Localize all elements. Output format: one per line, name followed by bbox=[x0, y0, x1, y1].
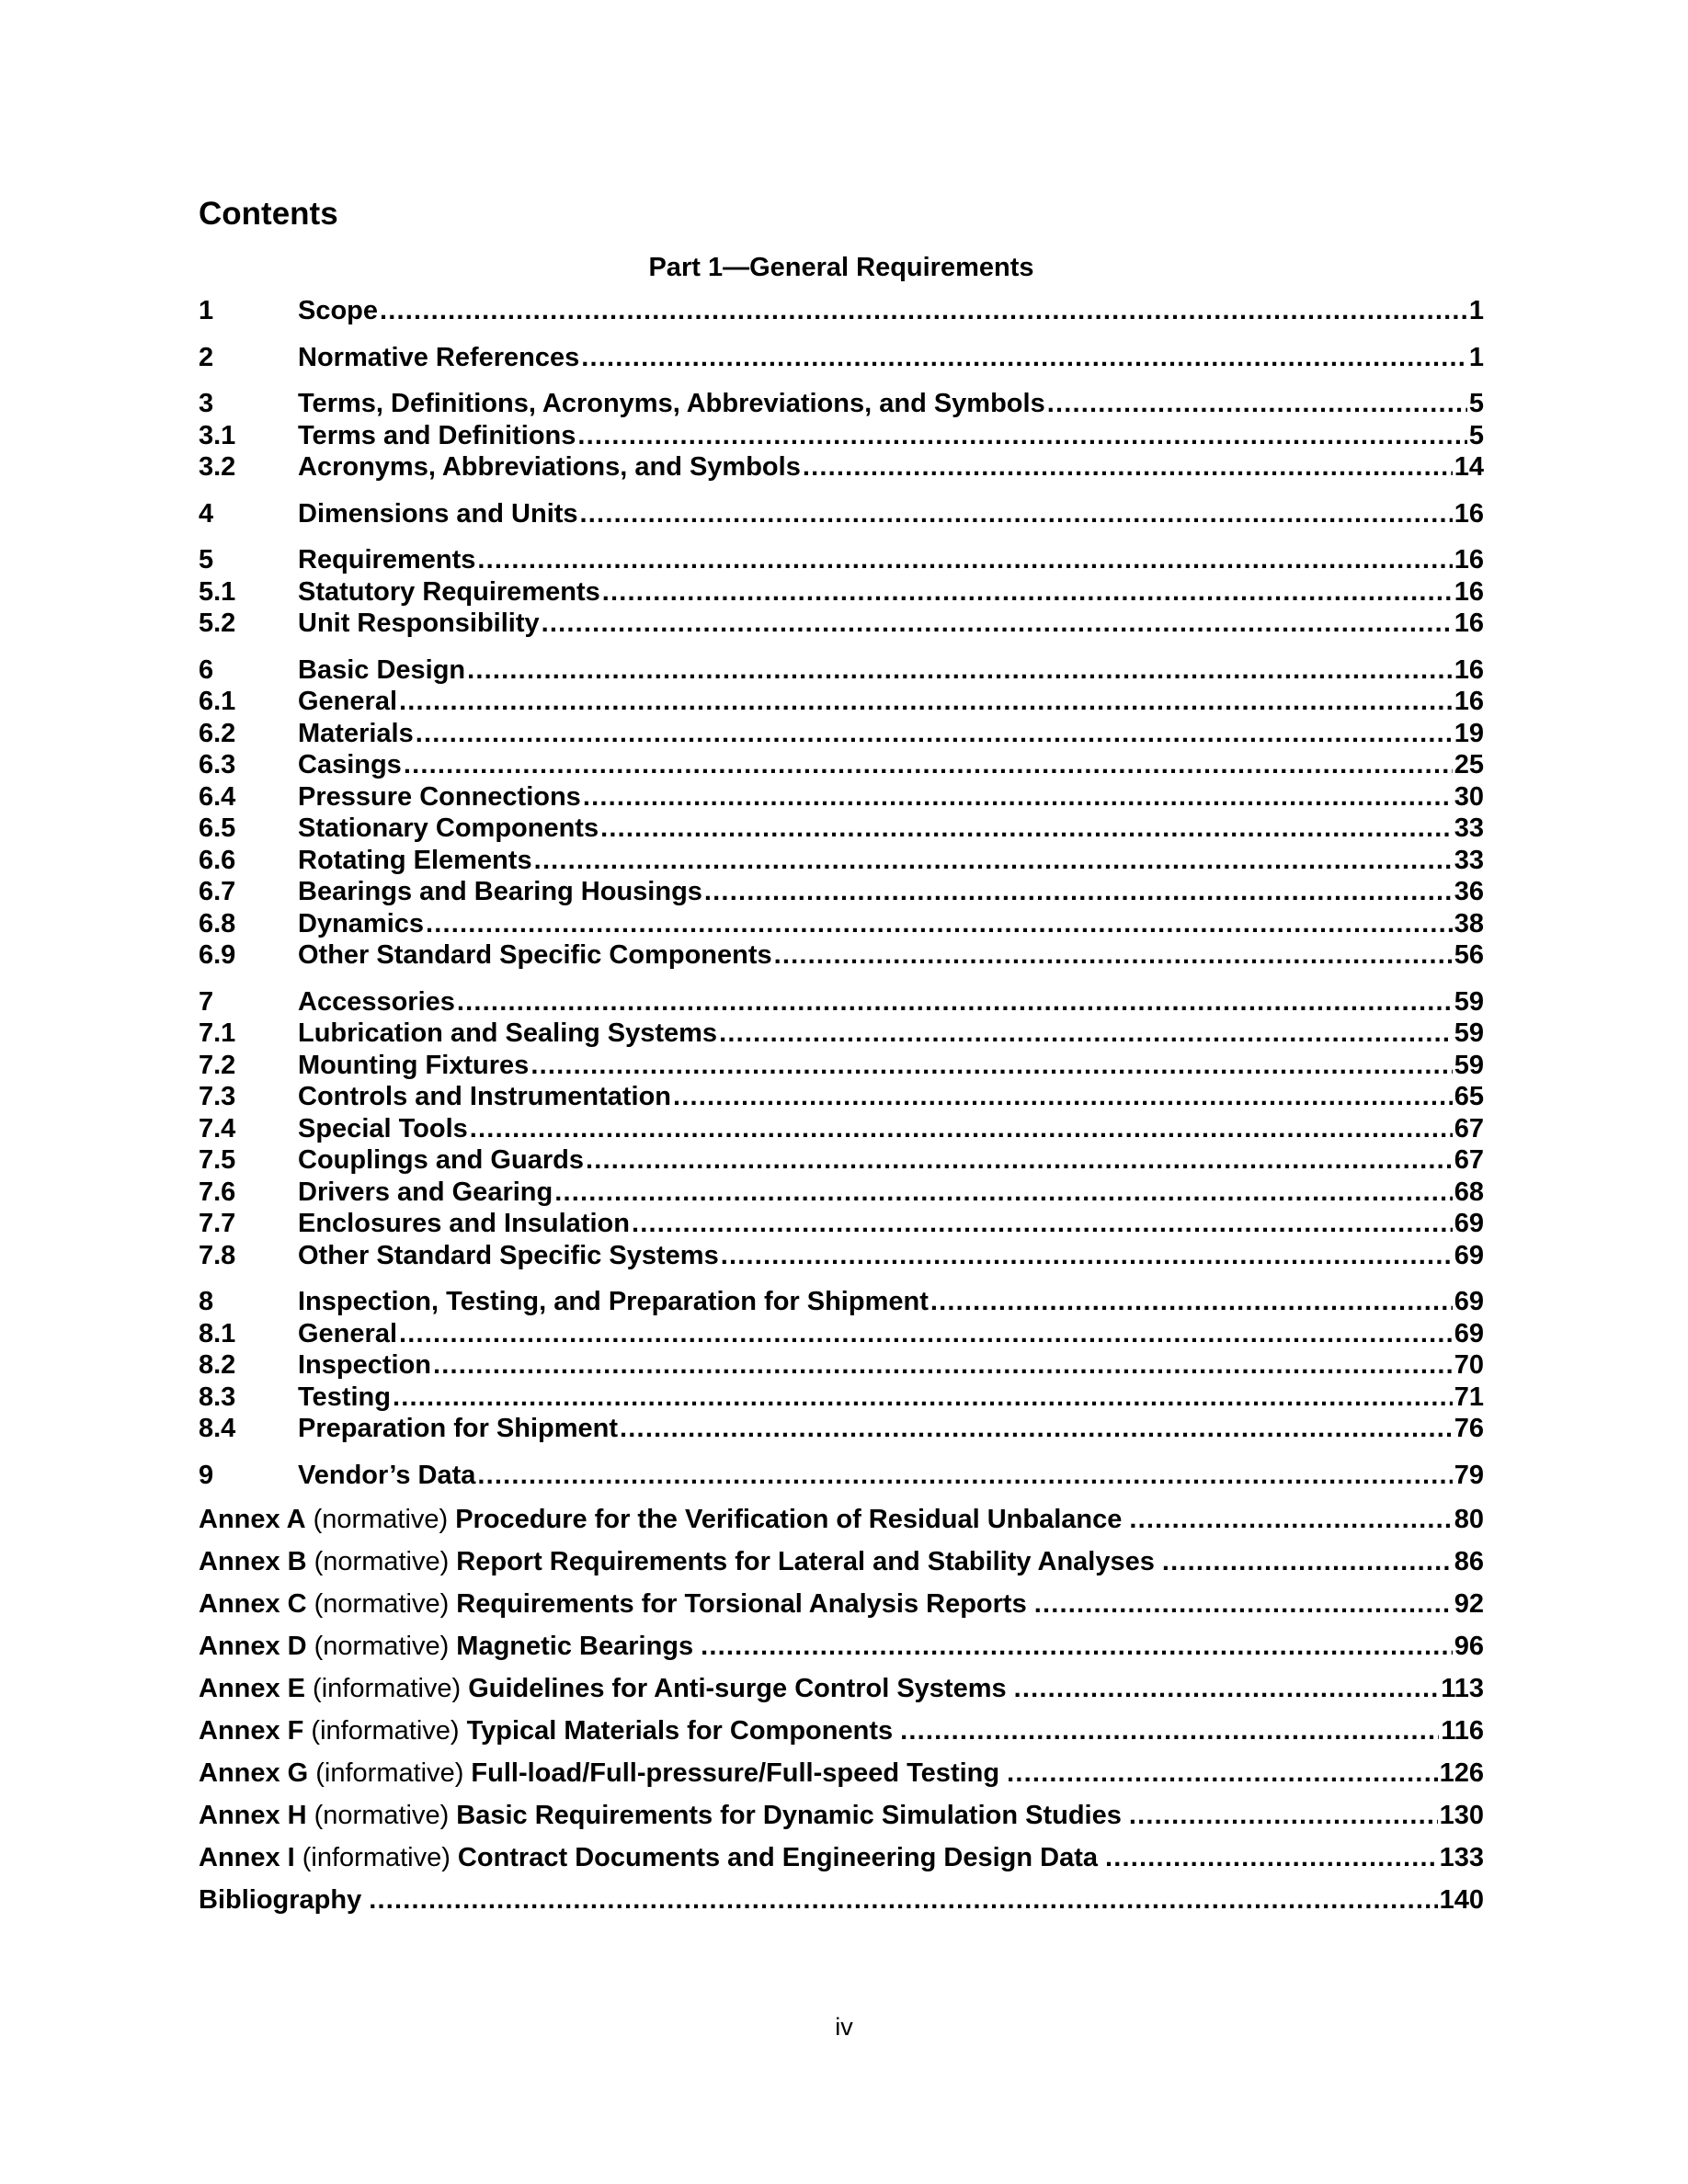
section-title[interactable]: Statutory Requirements bbox=[298, 576, 600, 607]
dot-leader bbox=[404, 750, 1453, 780]
dot-leader bbox=[369, 1885, 1437, 1916]
toc-section-group bbox=[199, 1461, 1484, 1493]
section-number: 5.2 bbox=[199, 609, 236, 638]
page-number: 16 bbox=[1454, 654, 1484, 685]
annex-entry[interactable] bbox=[199, 1843, 1484, 1885]
annex-label[interactable]: Annex G bbox=[199, 1758, 309, 1788]
toc-section-group bbox=[199, 545, 1484, 641]
annex-entry[interactable] bbox=[199, 1505, 1484, 1547]
page-number: 69 bbox=[1454, 1240, 1484, 1270]
page-number: 59 bbox=[1454, 1050, 1484, 1080]
section-title[interactable]: Acronyms, Abbreviations, and Symbols bbox=[298, 452, 801, 482]
toc-section-group bbox=[199, 499, 1484, 531]
annex-type: (informative) bbox=[313, 1674, 462, 1703]
annex-title[interactable]: Basic Requirements for Dynamic Simulation Studies bbox=[456, 1801, 1122, 1830]
page-number: 140 bbox=[1439, 1885, 1484, 1915]
annex-label[interactable]: Annex A bbox=[199, 1505, 306, 1534]
dot-leader bbox=[1047, 389, 1467, 419]
section-number: 6.6 bbox=[199, 845, 236, 875]
section-number: 5.1 bbox=[199, 576, 236, 607]
toc-entry[interactable] bbox=[199, 1319, 1484, 1351]
dot-leader bbox=[470, 1114, 1453, 1144]
toc-entry[interactable] bbox=[199, 940, 1484, 973]
toc-entry[interactable] bbox=[199, 655, 1484, 688]
annex-label[interactable]: Annex B bbox=[199, 1547, 307, 1576]
section-title[interactable]: Pressure Connections bbox=[298, 781, 581, 812]
annex-entry[interactable] bbox=[199, 1716, 1484, 1758]
page-number: 79 bbox=[1454, 1460, 1484, 1490]
toc-entry[interactable] bbox=[199, 1145, 1484, 1177]
dot-leader bbox=[399, 687, 1453, 717]
dot-leader bbox=[577, 421, 1466, 451]
dot-leader bbox=[774, 940, 1453, 971]
annex-type: (normative) bbox=[313, 1505, 449, 1534]
section-number: 6 bbox=[199, 654, 214, 685]
section-title[interactable]: Terms and Definitions bbox=[298, 420, 576, 450]
page-number: 86 bbox=[1454, 1547, 1484, 1576]
page-number: 116 bbox=[1441, 1716, 1484, 1746]
dot-leader bbox=[1014, 1674, 1440, 1704]
toc-entry[interactable] bbox=[199, 813, 1484, 846]
annex-type: (normative) bbox=[314, 1632, 450, 1661]
section-number: 7.5 bbox=[199, 1145, 236, 1175]
part-title: Part 1—General Requirements bbox=[648, 253, 1034, 282]
section-title[interactable]: Lubrication and Sealing Systems bbox=[298, 1018, 718, 1048]
toc-section-group bbox=[199, 343, 1484, 375]
page-number: 16 bbox=[1454, 687, 1484, 716]
section-number: 7.8 bbox=[199, 1240, 236, 1270]
dot-leader bbox=[586, 1145, 1453, 1176]
dot-leader bbox=[467, 655, 1453, 686]
toc-entry[interactable] bbox=[199, 987, 1484, 1019]
annex-type: (informative) bbox=[302, 1843, 451, 1872]
page-number: 76 bbox=[1454, 1414, 1484, 1443]
dot-leader bbox=[433, 1350, 1453, 1381]
toc-entry[interactable] bbox=[199, 609, 1484, 641]
dot-leader bbox=[426, 909, 1453, 939]
section-title[interactable]: Special Tools bbox=[298, 1113, 468, 1143]
annex-entry[interactable] bbox=[199, 1589, 1484, 1632]
toc-entry[interactable] bbox=[199, 1350, 1484, 1382]
page-number: 69 bbox=[1454, 1209, 1484, 1238]
page-number: 70 bbox=[1454, 1350, 1484, 1380]
section-title[interactable]: Mounting Fixtures bbox=[298, 1050, 530, 1080]
page-title: Contents bbox=[199, 196, 338, 232]
annex-label[interactable]: Annex I bbox=[199, 1843, 295, 1872]
section-number: 3.1 bbox=[199, 420, 236, 450]
page-number: 16 bbox=[1454, 609, 1484, 638]
dot-leader bbox=[701, 1632, 1453, 1662]
page-number: 65 bbox=[1454, 1082, 1484, 1111]
page-number: 33 bbox=[1454, 845, 1484, 875]
toc-entry[interactable] bbox=[199, 1177, 1484, 1210]
section-title[interactable]: Enclosures and Insulation bbox=[298, 1209, 630, 1238]
toc-section-group bbox=[199, 1287, 1484, 1446]
section-number: 6.5 bbox=[199, 813, 236, 843]
section-number: 8.2 bbox=[199, 1350, 236, 1380]
toc-section-group bbox=[199, 987, 1484, 1273]
section-title[interactable]: Controls and Instrumentation bbox=[298, 1082, 671, 1111]
annex-label[interactable]: Annex F bbox=[199, 1716, 304, 1746]
page-number: 59 bbox=[1454, 986, 1484, 1017]
annex-entry[interactable] bbox=[199, 1801, 1484, 1843]
page-number: 96 bbox=[1454, 1632, 1484, 1661]
annex-label[interactable]: Annex C bbox=[199, 1589, 307, 1619]
toc-entry[interactable] bbox=[199, 545, 1484, 577]
page-number: 126 bbox=[1439, 1758, 1484, 1788]
toc-entry[interactable] bbox=[199, 687, 1484, 719]
annex-title[interactable]: Magnetic Bearings bbox=[456, 1632, 694, 1661]
page-number: 71 bbox=[1454, 1382, 1484, 1412]
toc-entry[interactable] bbox=[199, 1082, 1484, 1114]
annex-title[interactable]: Requirements for Torsional Analysis Reports bbox=[456, 1589, 1027, 1619]
dot-leader bbox=[719, 1018, 1453, 1049]
annex-label[interactable]: Annex H bbox=[199, 1801, 307, 1830]
toc-entry[interactable] bbox=[199, 577, 1484, 609]
dot-leader bbox=[580, 499, 1453, 529]
dot-leader bbox=[581, 343, 1467, 373]
section-title[interactable]: Unit Responsibility bbox=[298, 609, 540, 638]
dot-leader bbox=[554, 1177, 1453, 1208]
page-number: 5 bbox=[1468, 420, 1484, 450]
toc-entry[interactable] bbox=[199, 1461, 1484, 1493]
dot-leader bbox=[620, 1414, 1453, 1444]
section-title[interactable]: Dimensions and Units bbox=[298, 498, 578, 529]
section-title[interactable]: Preparation for Shipment bbox=[298, 1414, 619, 1443]
toc-entry[interactable] bbox=[199, 389, 1484, 421]
dot-leader bbox=[1034, 1589, 1453, 1620]
table-of-contents bbox=[199, 296, 1484, 1492]
dot-leader bbox=[1129, 1505, 1452, 1535]
page-number: 16 bbox=[1454, 498, 1484, 529]
section-number: 6.4 bbox=[199, 781, 236, 812]
toc-section-group bbox=[199, 389, 1484, 484]
dot-leader bbox=[399, 1319, 1453, 1349]
annex-type: (informative) bbox=[315, 1758, 464, 1788]
page-number: 1 bbox=[1468, 296, 1484, 325]
dot-leader bbox=[1162, 1547, 1453, 1577]
section-title[interactable]: Couplings and Guards bbox=[298, 1145, 584, 1175]
section-number: 8 bbox=[199, 1287, 214, 1316]
section-title[interactable]: Testing bbox=[298, 1382, 391, 1412]
section-number: 8.1 bbox=[199, 1318, 236, 1348]
section-title[interactable]: Bearings and Bearing Housings bbox=[298, 877, 702, 906]
annex-type: (informative) bbox=[311, 1716, 460, 1746]
toc-entry[interactable] bbox=[199, 750, 1484, 782]
section-title[interactable]: Basic Design bbox=[298, 654, 466, 685]
page-number: 113 bbox=[1441, 1674, 1484, 1703]
dot-leader bbox=[1007, 1758, 1438, 1789]
section-title[interactable]: Inspection, Testing, and Preparation for Shipment bbox=[298, 1287, 929, 1316]
section-title[interactable]: Drivers and Gearing bbox=[298, 1177, 553, 1207]
dot-leader bbox=[477, 545, 1452, 575]
annex-entry[interactable] bbox=[199, 1632, 1484, 1674]
dot-leader bbox=[900, 1716, 1439, 1746]
page-number: 67 bbox=[1454, 1145, 1484, 1175]
toc-entry[interactable] bbox=[199, 1051, 1484, 1083]
section-title[interactable]: General bbox=[298, 687, 397, 716]
section-number: 6.8 bbox=[199, 908, 236, 938]
toc-entry[interactable] bbox=[199, 421, 1484, 453]
section-number: 6.3 bbox=[199, 750, 236, 779]
page-number: 5 bbox=[1468, 389, 1484, 418]
dot-leader bbox=[530, 1051, 1452, 1081]
annex-type: (normative) bbox=[314, 1547, 450, 1576]
dot-leader bbox=[1105, 1843, 1438, 1873]
annex-title[interactable]: Procedure for the Verification of Residual Unbalance bbox=[455, 1505, 1123, 1534]
toc-entry[interactable] bbox=[199, 782, 1484, 814]
page-number: 14 bbox=[1454, 452, 1484, 482]
page-number: 33 bbox=[1454, 813, 1484, 843]
section-title[interactable]: Inspection bbox=[298, 1350, 432, 1380]
page-number: 1 bbox=[1468, 342, 1484, 372]
section-number: 7.3 bbox=[199, 1082, 236, 1111]
dot-leader bbox=[583, 782, 1453, 813]
toc-entry[interactable] bbox=[199, 296, 1484, 328]
section-title[interactable]: Requirements bbox=[298, 545, 476, 574]
section-number: 6.2 bbox=[199, 718, 236, 748]
section-number: 7.7 bbox=[199, 1209, 236, 1238]
section-title[interactable]: Rotating Elements bbox=[298, 845, 532, 875]
page-number: 68 bbox=[1454, 1177, 1484, 1207]
section-number: 7.1 bbox=[199, 1018, 236, 1048]
page-number: 16 bbox=[1454, 576, 1484, 607]
toc-entry[interactable] bbox=[199, 499, 1484, 531]
section-title[interactable]: General bbox=[298, 1318, 397, 1348]
page-number: 38 bbox=[1454, 908, 1484, 938]
section-number: 1 bbox=[199, 296, 214, 325]
annex-label[interactable]: Bibliography bbox=[199, 1885, 362, 1915]
annex-title[interactable]: Typical Materials for Components bbox=[466, 1716, 894, 1746]
page-number: 56 bbox=[1454, 940, 1484, 970]
section-title[interactable]: Stationary Components bbox=[298, 813, 599, 843]
page-number: 130 bbox=[1439, 1801, 1484, 1830]
toc-entry[interactable] bbox=[199, 343, 1484, 375]
section-number: 3 bbox=[199, 389, 214, 418]
dot-leader bbox=[721, 1241, 1453, 1271]
page-number: 80 bbox=[1454, 1505, 1484, 1534]
annex-list bbox=[199, 1505, 1484, 1928]
dot-leader bbox=[1129, 1801, 1438, 1831]
page-number: 30 bbox=[1454, 781, 1484, 812]
section-number: 3.2 bbox=[199, 452, 236, 482]
toc-entry[interactable] bbox=[199, 909, 1484, 941]
annex-title[interactable]: Guidelines for Anti-surge Control Systems bbox=[468, 1674, 1007, 1703]
section-number: 5 bbox=[199, 545, 214, 574]
page-number: 92 bbox=[1454, 1589, 1484, 1619]
annex-entry[interactable] bbox=[199, 1885, 1484, 1928]
annex-label[interactable]: Annex E bbox=[199, 1674, 306, 1703]
section-title[interactable]: Casings bbox=[298, 750, 402, 779]
section-title[interactable]: Other Standard Specific Components bbox=[298, 940, 772, 970]
toc-entry[interactable] bbox=[199, 846, 1484, 878]
dot-leader bbox=[600, 813, 1453, 844]
section-title[interactable]: Accessories bbox=[298, 986, 455, 1017]
annex-type: (normative) bbox=[314, 1589, 450, 1619]
page-number: 16 bbox=[1454, 545, 1484, 574]
page-number: 69 bbox=[1454, 1318, 1484, 1348]
section-number: 2 bbox=[199, 342, 214, 372]
page-number: 67 bbox=[1454, 1113, 1484, 1143]
dot-leader bbox=[673, 1082, 1453, 1112]
toc-section-group bbox=[199, 296, 1484, 328]
section-number: 7 bbox=[199, 986, 214, 1017]
page-number-footer: iv bbox=[835, 2013, 853, 2041]
dot-leader bbox=[542, 609, 1453, 639]
section-number: 8.4 bbox=[199, 1414, 236, 1443]
dot-leader bbox=[457, 987, 1453, 1018]
toc-entry[interactable] bbox=[199, 1414, 1484, 1446]
dot-leader bbox=[930, 1287, 1453, 1317]
section-number: 6.7 bbox=[199, 877, 236, 906]
annex-entry[interactable] bbox=[199, 1674, 1484, 1716]
section-title[interactable]: Scope bbox=[298, 296, 379, 325]
section-number: 9 bbox=[199, 1460, 214, 1490]
annex-type: (normative) bbox=[314, 1801, 450, 1830]
page-number: 25 bbox=[1454, 750, 1484, 779]
dot-leader bbox=[416, 719, 1453, 749]
dot-leader bbox=[477, 1461, 1452, 1491]
section-title[interactable]: Normative References bbox=[298, 342, 580, 372]
section-title[interactable]: Terms, Definitions, Acronyms, Abbreviations, and Symbols bbox=[298, 389, 1045, 418]
toc-entry[interactable] bbox=[199, 1241, 1484, 1273]
annex-title[interactable]: Report Requirements for Lateral and Stability Analyses bbox=[456, 1547, 1155, 1576]
annex-entry[interactable] bbox=[199, 1758, 1484, 1801]
document-page bbox=[199, 193, 1484, 1928]
section-title[interactable]: Materials bbox=[298, 718, 414, 748]
page-number: 36 bbox=[1454, 877, 1484, 906]
annex-title[interactable]: Full-load/Full-pressure/Full-speed Testing bbox=[471, 1758, 1000, 1788]
toc-entry[interactable] bbox=[199, 452, 1484, 484]
dot-leader bbox=[534, 846, 1453, 876]
dot-leader bbox=[632, 1209, 1453, 1239]
page-number: 19 bbox=[1454, 718, 1484, 748]
toc-entry[interactable] bbox=[199, 1382, 1484, 1415]
annex-entry[interactable] bbox=[199, 1547, 1484, 1589]
section-title[interactable]: Dynamics bbox=[298, 908, 425, 938]
annex-label[interactable]: Annex D bbox=[199, 1632, 307, 1661]
section-title[interactable]: Vendor’s Data bbox=[298, 1460, 476, 1490]
toc-entry[interactable] bbox=[199, 1287, 1484, 1319]
toc-entry[interactable] bbox=[199, 719, 1484, 751]
section-number: 6.1 bbox=[199, 687, 236, 716]
annex-title[interactable]: Contract Documents and Engineering Design Data bbox=[457, 1843, 1099, 1872]
section-number: 8.3 bbox=[199, 1382, 236, 1412]
page-number: 69 bbox=[1454, 1287, 1484, 1316]
section-number: 7.4 bbox=[199, 1113, 236, 1143]
dot-leader bbox=[393, 1382, 1453, 1413]
toc-entry[interactable] bbox=[199, 877, 1484, 909]
toc-entry[interactable] bbox=[199, 1209, 1484, 1241]
section-number: 6.9 bbox=[199, 940, 236, 970]
section-title[interactable]: Other Standard Specific Systems bbox=[298, 1240, 719, 1270]
toc-section-group bbox=[199, 655, 1484, 973]
toc-entry[interactable] bbox=[199, 1018, 1484, 1051]
dot-leader bbox=[803, 452, 1453, 483]
dot-leader bbox=[380, 296, 1467, 326]
dot-leader bbox=[704, 877, 1453, 907]
section-number: 4 bbox=[199, 498, 214, 529]
section-number: 7.2 bbox=[199, 1050, 236, 1080]
dot-leader bbox=[602, 577, 1453, 608]
page-number: 59 bbox=[1454, 1018, 1484, 1048]
page-number: 133 bbox=[1439, 1843, 1484, 1872]
toc-entry[interactable] bbox=[199, 1114, 1484, 1146]
section-number: 7.6 bbox=[199, 1177, 236, 1207]
